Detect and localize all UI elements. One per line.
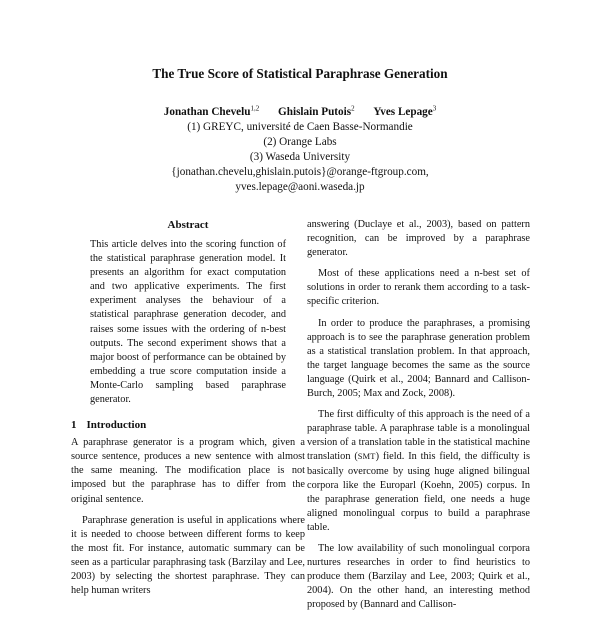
author-3 [373,106,436,118]
affiliation-2: (2) Orange Labs [263,136,337,148]
author-names [0,105,600,120]
right-column [307,218,530,619]
abstract-body [90,238,286,407]
smt-abbreviation: SMT [357,452,376,462]
left-column [71,218,305,605]
right-paragraph-3: In order to produce the paraphrases, a promising approach is to see the paraphrase generation problem as a statistical translation problem. In that approach, the target language becomes the same as the source language (Quirk et al., 2004; Bannard and Callison-Burch, 2005; Max and Zock, 2008). [307,317,530,400]
right-paragraph-1: answering (Duclaye et al., 2003), based on pattern recognition, can be improved by a paraphrase generator. [307,219,530,259]
right-paragraph-2: Most of these applications need a n-best set of solutions in order to rerank them according to a task-specific criterion. [307,268,530,308]
author-1 [164,106,259,118]
abstract-text: This article delves into the scoring function of the statistical paraphrase generation model. It presents an algorithm for exact computation and two applicative experiments. The first experiment analyses the behaviour of a statistical paraphrase generation decoder, and raises some issues with the ordering of n-best outputs. The second experiment shows that a major boost of performance can be obtained by embedding a true score computation inside a Monte-Carlo sampling based paraphrase generator. [90,239,286,406]
author-3-affil: 3 [432,104,437,113]
right-paragraph-5: The low availability of such monolingual corpora nurtures researches in order to find heuristics to produce them (Barzilay and Lee, 2003; Quirk et al., 2004). On the other hand, an interesting method proposed by (Bannard and Callison- [307,542,530,611]
email-line-2: yves.lepage@aoni.waseda.jp [235,181,365,193]
author-3-name: Yves Lepage [373,106,433,118]
affiliation-1: (1) GREYC, université de Caen Basse-Normandie [187,121,413,133]
paper-title: The True Score of Statistical Paraphrase Generation [152,66,448,81]
author-block [0,105,600,195]
section-heading-introduction [71,418,305,432]
right-paragraph-4-part-b: ) field. In this field, the difficulty is basically overcome by using huge aligned bilingual corpora like the Europarl (Koehn, 2005) corpus. In the paraphrase generation field, one needs a huge aligned monolingual corpus to build a paraphrase table. [307,451,530,533]
author-1-affil: 1,2 [250,104,260,113]
email-line-1: {jonathan.chevelu,ghislain.putois}@orange-ftgroup.com, [171,166,429,178]
section-number: 1 [71,419,77,432]
author-2-name: Ghislain Putois [278,106,352,118]
author-2 [278,106,355,118]
right-paragraph-4 [307,408,530,535]
author-2-affil: 2 [351,104,355,113]
abstract-heading: Abstract [167,219,209,231]
intro-paragraph-2: Paraphrase generation is useful in applications where it is needed to choose between different forms to keep the most fit. For instance, automatic summary can be seen as a particular paraphrasing task (Barzilay and Lee, 2003) by selecting the shortest paraphrase. They can help human writers [71,514,305,597]
section-title: Introduction [86,419,147,432]
affiliation-3: (3) Waseda University [249,151,351,163]
intro-paragraph-1: A paraphrase generator is a program which, given a source sentence, produces a new sentence with almost the same meaning. The modification place is not imposed but the paraphrase has to differ from the original sentence. [71,437,305,505]
right-paragraph-4-part-a: The first difficulty of this approach is the need of a paraphrase table. A paraphrase table is a monolingual version of a translation table in the statistical machine translation ( [307,409,530,463]
author-1-name: Jonathan Chevelu [163,106,251,118]
